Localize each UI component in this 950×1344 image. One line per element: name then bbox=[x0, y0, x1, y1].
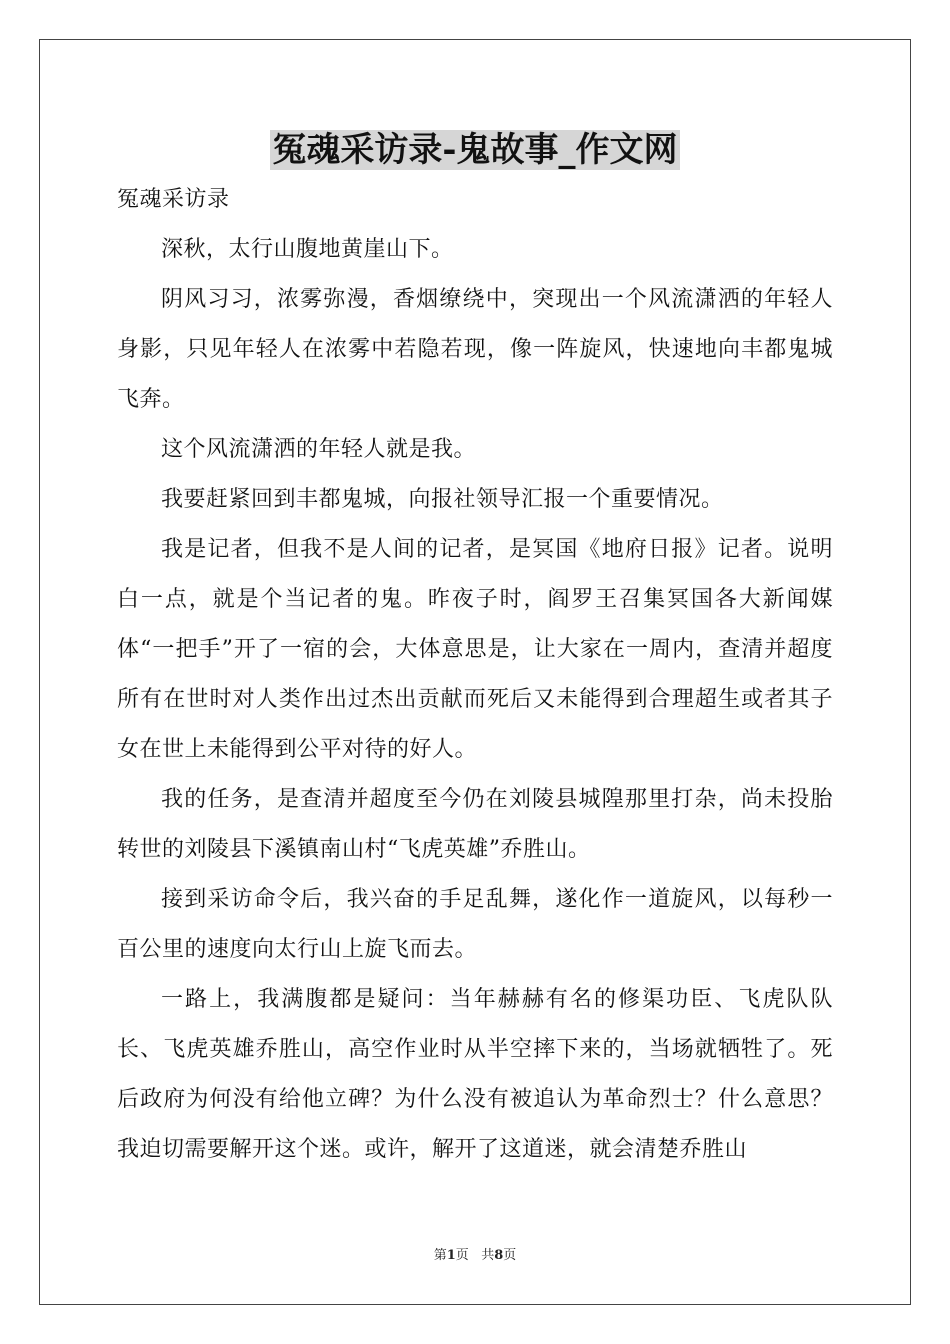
paragraph-8: 一路上，我满腹都是疑问：当年赫赫有名的修渠功臣、飞虎队队长、飞虎英雄乔胜山，高空作业时从半空摔下来的，当场就牺牲了。死后政府为何没有给他立碑？为什么没有被追认为革命烈士？什么意思？我迫切需要解开这个迷。或许，解开了这道迷，就会清楚乔胜山 bbox=[117, 987, 833, 1162]
paragraph-6: 我的任务，是查清并超度至今仍在刘陵县城隍那里打杂，尚未投胎转世的刘陵县下溪镇南山村“飞虎英雄”乔胜山。 bbox=[117, 787, 833, 862]
document-body bbox=[117, 175, 833, 1175]
document-subtitle: 冤魂采访录 bbox=[117, 187, 230, 212]
document-title-text: 冤魂采访录-鬼故事_作文网 bbox=[272, 130, 678, 170]
paragraph-4: 我要赶紧回到丰都鬼城，向报社领导汇报一个重要情况。 bbox=[161, 487, 724, 512]
paragraph-3: 这个风流潇洒的年轻人就是我。 bbox=[161, 437, 477, 462]
page-total: 8 bbox=[494, 1248, 504, 1263]
total-suffix: 页 bbox=[503, 1248, 517, 1263]
page-prefix: 第 bbox=[433, 1248, 447, 1263]
page-suffix: 页 bbox=[455, 1248, 469, 1263]
paragraph-1: 深秋，太行山腹地黄崖山下。 bbox=[161, 237, 454, 262]
page-current: 1 bbox=[446, 1248, 456, 1263]
page-footer bbox=[0, 1246, 950, 1266]
paragraph-7: 接到采访命令后，我兴奋的手足乱舞，遂化作一道旋风，以每秒一百公里的速度向太行山上旋飞而去。 bbox=[117, 887, 833, 962]
paragraph-2: 阴风习习，浓雾弥漫，香烟缭绕中，突现出一个风流潇洒的年轻人身影，只见年轻人在浓雾中若隐若现，像一阵旋风，快速地向丰都鬼城飞奔。 bbox=[117, 287, 833, 412]
paragraph-5: 我是记者，但我不是人间的记者，是冥国《地府日报》记者。说明白一点，就是个当记者的鬼。昨夜子时，阎罗王召集冥国各大新闻媒体“一把手”开了一宿的会，大体意思是，让大家在一周内，查清并超度所有在世时对人类作出过杰出贡献而死后又未能得到合理超生或者其子女在世上未能得到公平对待的好人。 bbox=[117, 537, 833, 762]
total-prefix: 共 bbox=[481, 1248, 495, 1263]
document-title bbox=[0, 126, 950, 174]
